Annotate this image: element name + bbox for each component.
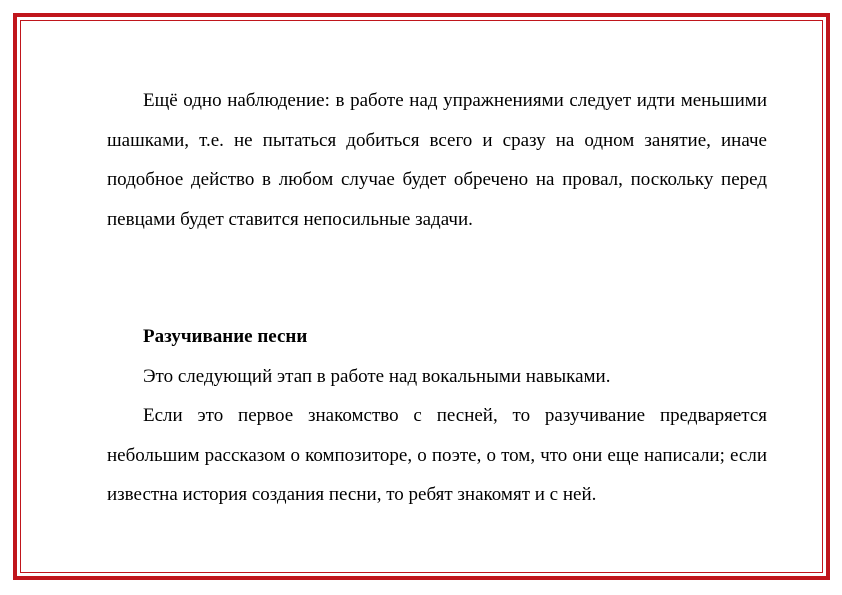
paragraph-song-introduction: Если это первое знакомство с песней, то разучивание предваряется небольшим рассказом о композиторе, о поэте, о том, что они еще написали; если известна история создания песни, то ребят знакомят и с ней. (107, 405, 767, 505)
section-heading: Разучивание песни (143, 326, 308, 347)
paragraph-next-stage: Это следующий этап в работе над вокальными навыками. (143, 365, 611, 387)
document-body (107, 81, 767, 515)
paragraph-observation: Ещё одно наблюдение: в работе над упражнениями следует идти меньшими шашками, т.е. не пытаться добиться всего и сразу на одном занятие, иначе подобное действо в любом случае будет обречено на провал, поскольку перед певцами будет ставится непосильные задачи. (107, 90, 767, 230)
